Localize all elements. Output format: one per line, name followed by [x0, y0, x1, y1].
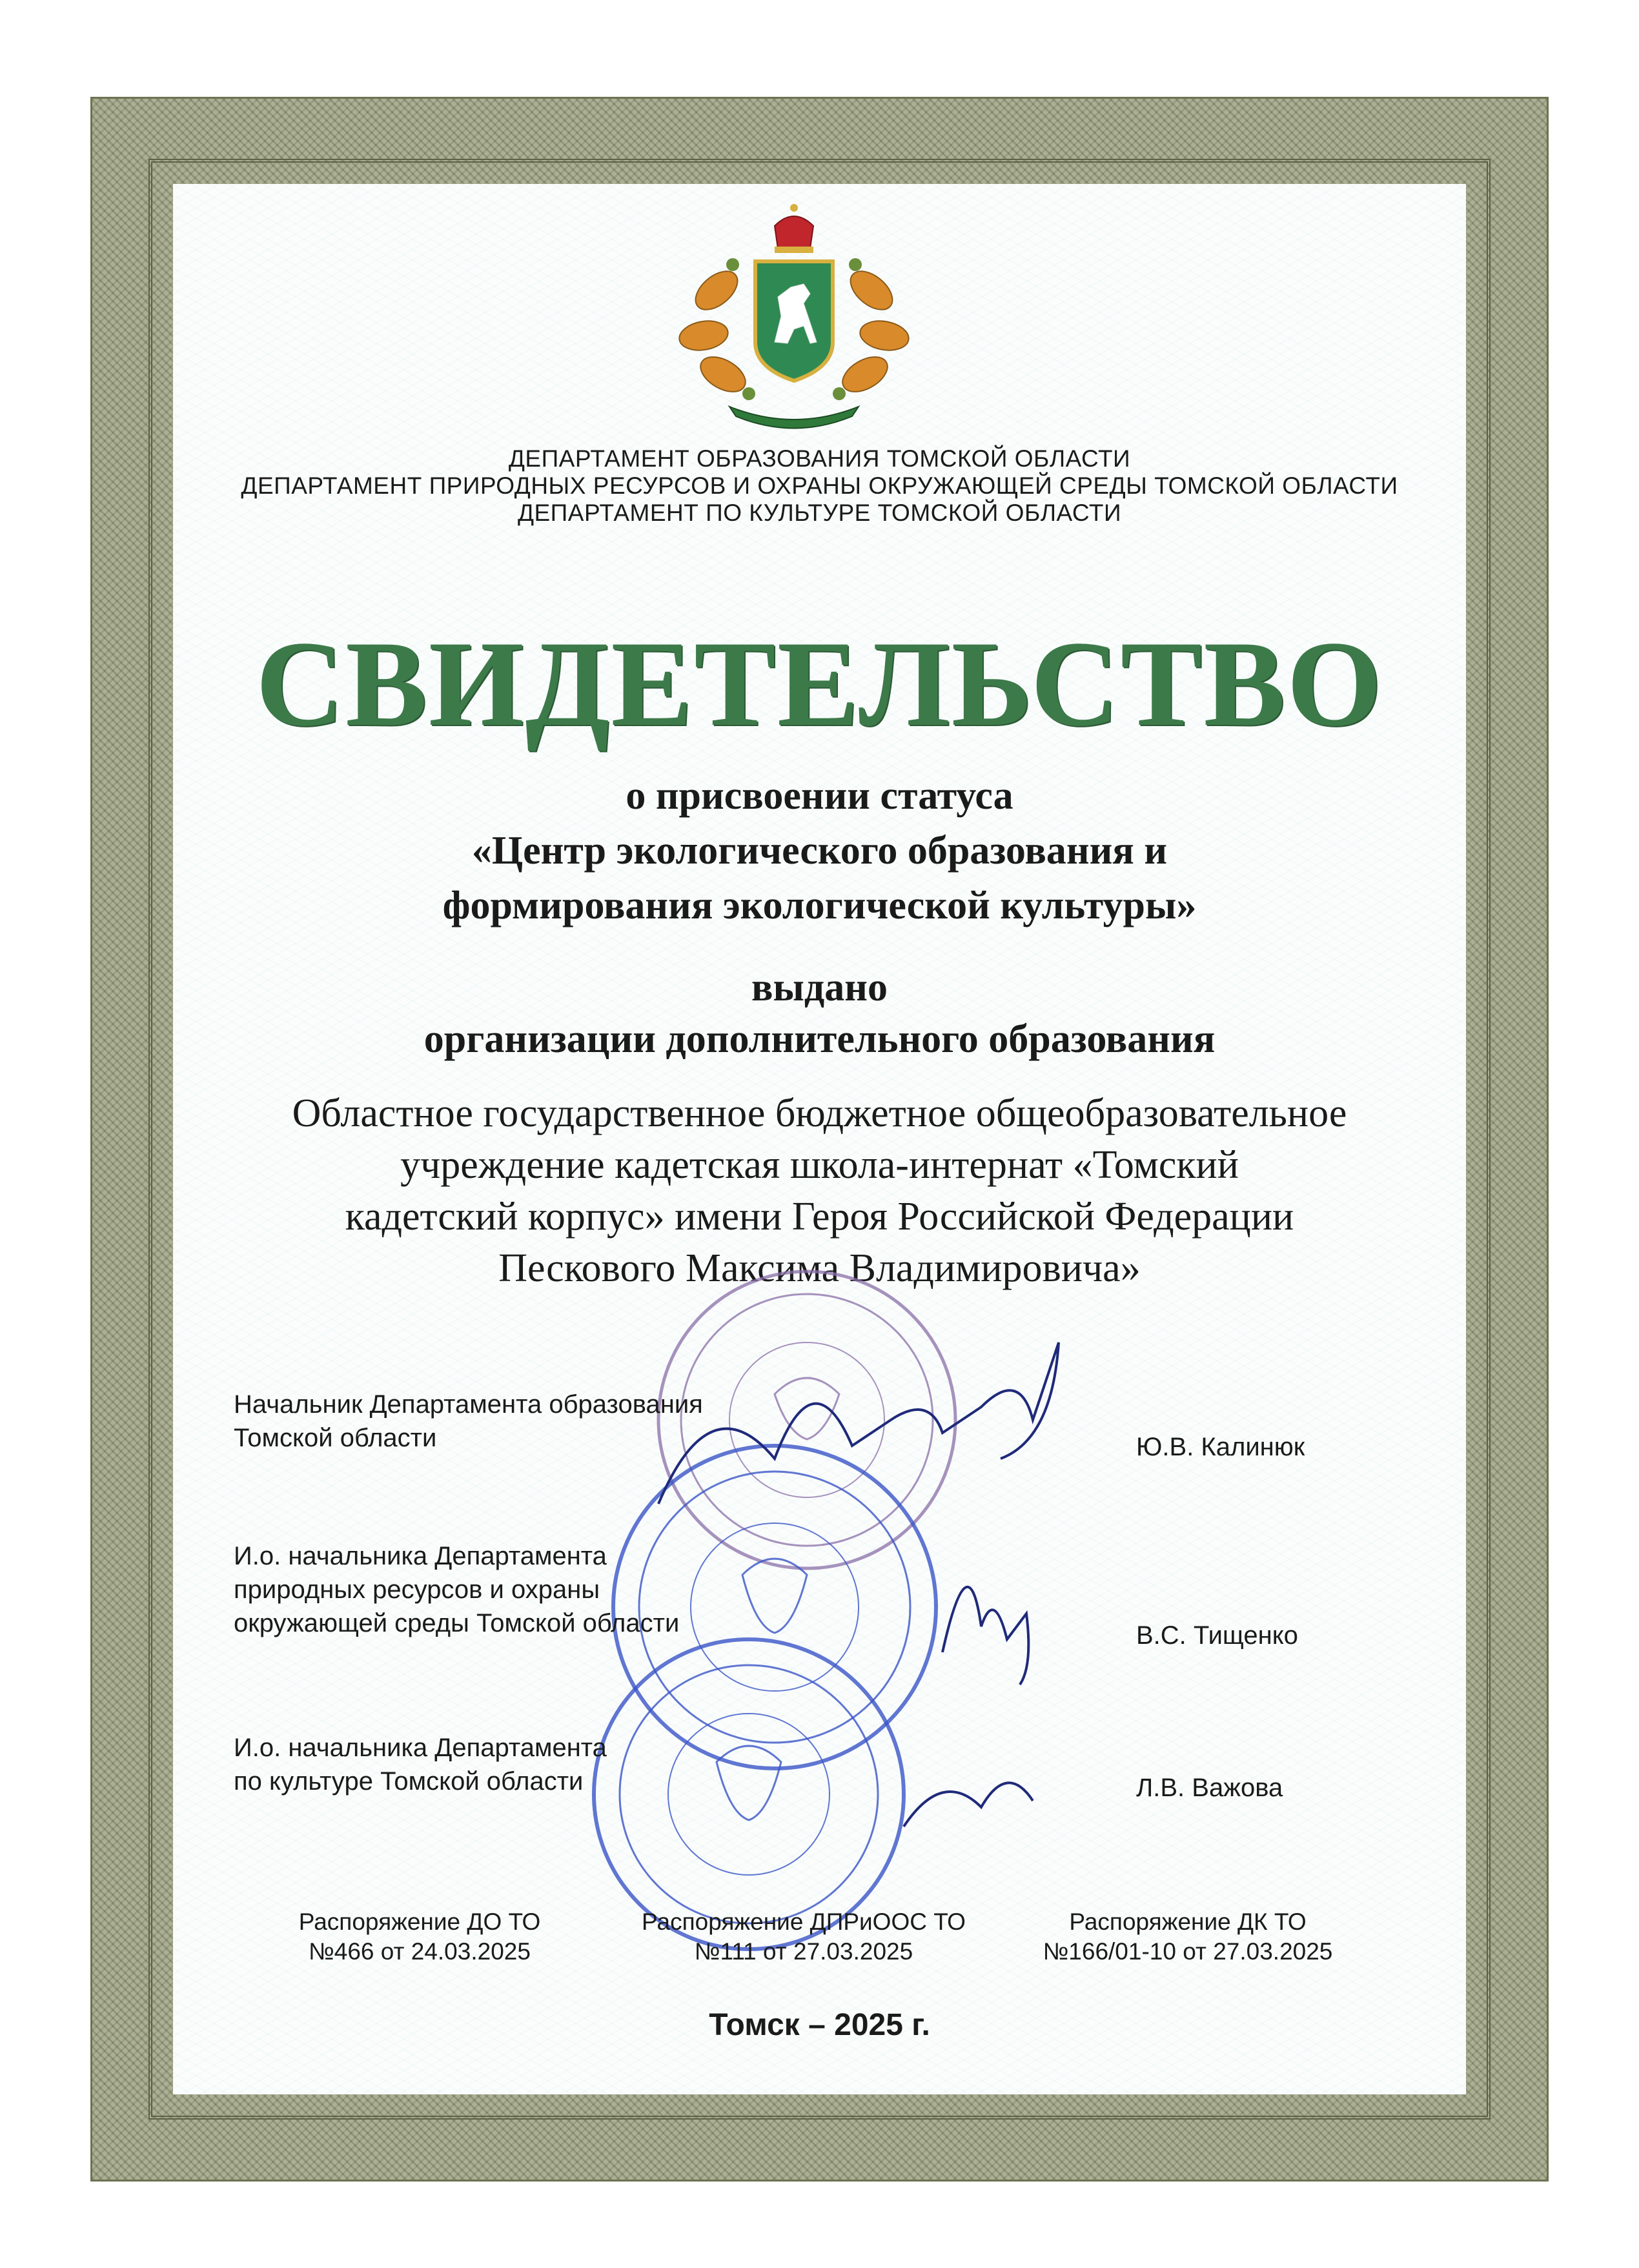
order-1 [252, 1907, 587, 1967]
recipient-type: организации дополнительного образования [423, 1017, 1216, 1061]
signatory-1-name: Ю.В. Калинюк [1136, 1433, 1305, 1461]
signatory-3-title-line-2: по культуре Томской области [234, 1767, 584, 1796]
signatory-3-title-line-1: И.о. начальника Департамента [234, 1734, 607, 1762]
issued-label: выдано [751, 966, 888, 1009]
signatory-1-title-line-1: Начальник Департамента образования [234, 1390, 703, 1419]
certificate-title: СВИДЕТЕЛЬСТВО [255, 616, 1384, 752]
organization-line-1: Областное государственное бюджетное общеобразовательное [292, 1091, 1347, 1135]
organization-line-2: учреждение кадетская школа-интернат «Томский [400, 1143, 1239, 1187]
order-3-title: Распоряжение ДК ТО [1069, 1909, 1307, 1935]
subtitle-line-3: формирования экологической культуры» [442, 884, 1197, 927]
department-line-2: ДЕПАРТАМЕНТ ПРИРОДНЫХ РЕСУРСОВ И ОХРАНЫ ОКРУЖАЮЩЕЙ СРЕДЫ ТОМСКОЙ ОБЛАСТИ [241, 472, 1398, 499]
city-year: Томск – 2025 г. [709, 2008, 930, 2042]
organization-line-3: кадетский корпус» имени Героя Российской Федерации [345, 1195, 1294, 1239]
subtitle-line-2: «Центр экологического образования и [471, 829, 1168, 873]
signatory-1-title [234, 1388, 703, 1455]
order-3-number: №166/01-10 от 27.03.2025 [1043, 1938, 1333, 1965]
order-1-title: Распоряжение ДО ТО [298, 1909, 541, 1935]
order-2-number: №111 от 27.03.2025 [694, 1938, 913, 1965]
department-line-1: ДЕПАРТАМЕНТ ОБРАЗОВАНИЯ ТОМСКОЙ ОБЛАСТИ [508, 445, 1131, 472]
order-3 [1007, 1907, 1369, 1967]
signatory-2-title-line-1: И.о. начальника Департамента [234, 1542, 607, 1570]
signatory-2-name: В.С. Тищенко [1136, 1621, 1298, 1650]
signatory-1-title-line-2: Томской области [234, 1424, 437, 1452]
order-2-title: Распоряжение ДПРиООС ТО [642, 1909, 966, 1935]
department-line-3: ДЕПАРТАМЕНТ ПО КУЛЬТУРЕ ТОМСКОЙ ОБЛАСТИ [517, 500, 1122, 526]
signatory-2-title [234, 1539, 679, 1640]
signatory-2-title-line-2: природных ресурсов и охраны [234, 1575, 600, 1604]
signatory-3-title [234, 1731, 607, 1798]
order-1-number: №466 от 24.03.2025 [309, 1938, 531, 1965]
order-2 [604, 1907, 1004, 1967]
organization-line-4: Пескового Максима Владимировича» [498, 1246, 1141, 1290]
tomsk-oblast-coat-of-arms-icon [671, 200, 917, 432]
signatory-2-title-line-3: окружающей среды Томской области [234, 1609, 680, 1637]
signatory-3-name: Л.В. Важова [1136, 1774, 1283, 1802]
subtitle-line-1: о присвоении статуса [626, 774, 1013, 818]
